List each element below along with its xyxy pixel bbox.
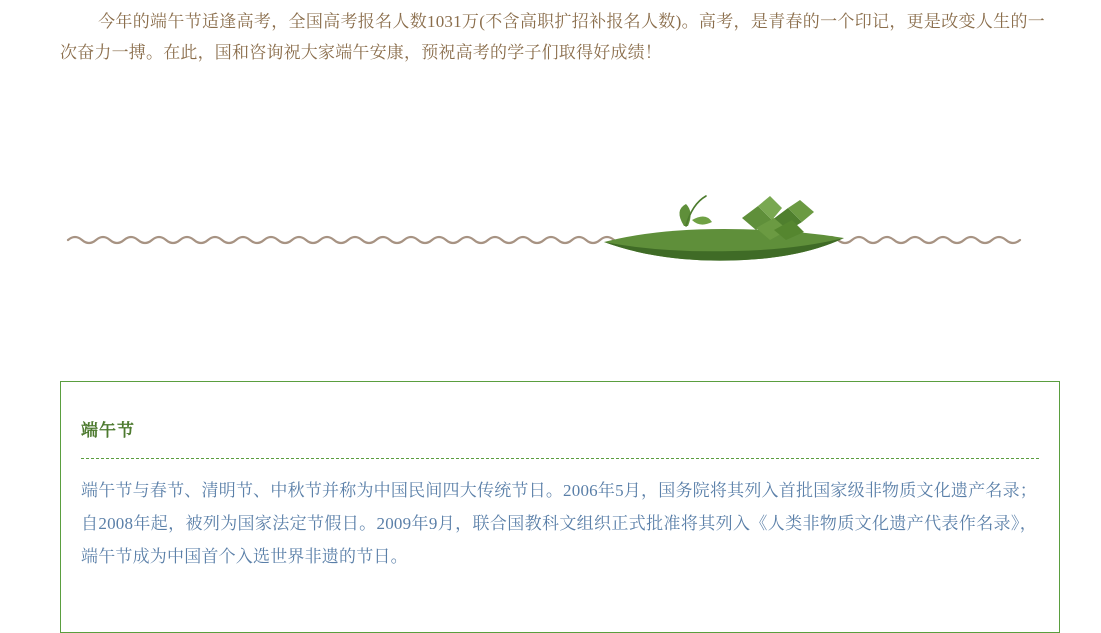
card-body-text: 端午节与春节、清明节、中秋节并称为中国民间四大传统节日。2006年5月，国务院将其列入首批国家级非物质文化遗产名录；自2008年起，被列为国家法定节假日。2009年9月，联合国教科文组织正式批准将其列入《人类非物质文化遗产代表作名录》，端午节成为中国首个入选世界非遗的节日。 xyxy=(81,481,1037,566)
leaf-boat-icon xyxy=(0,180,1101,290)
card-divider xyxy=(81,458,1039,459)
card-title: 端午节 xyxy=(81,421,135,440)
decorative-divider xyxy=(0,180,1101,290)
info-card xyxy=(60,381,1060,633)
intro-text: 今年的端午节适逢高考，全国高考报名人数1031万(不含高职扩招补报名人数)。高考，是青春的一个印记，更是改变人生的一次奋力一搏。在此，国和咨询祝大家端午安康，预祝高考的学子们取得好成绩！ xyxy=(60,12,1045,62)
intro-paragraph xyxy=(60,6,1045,68)
